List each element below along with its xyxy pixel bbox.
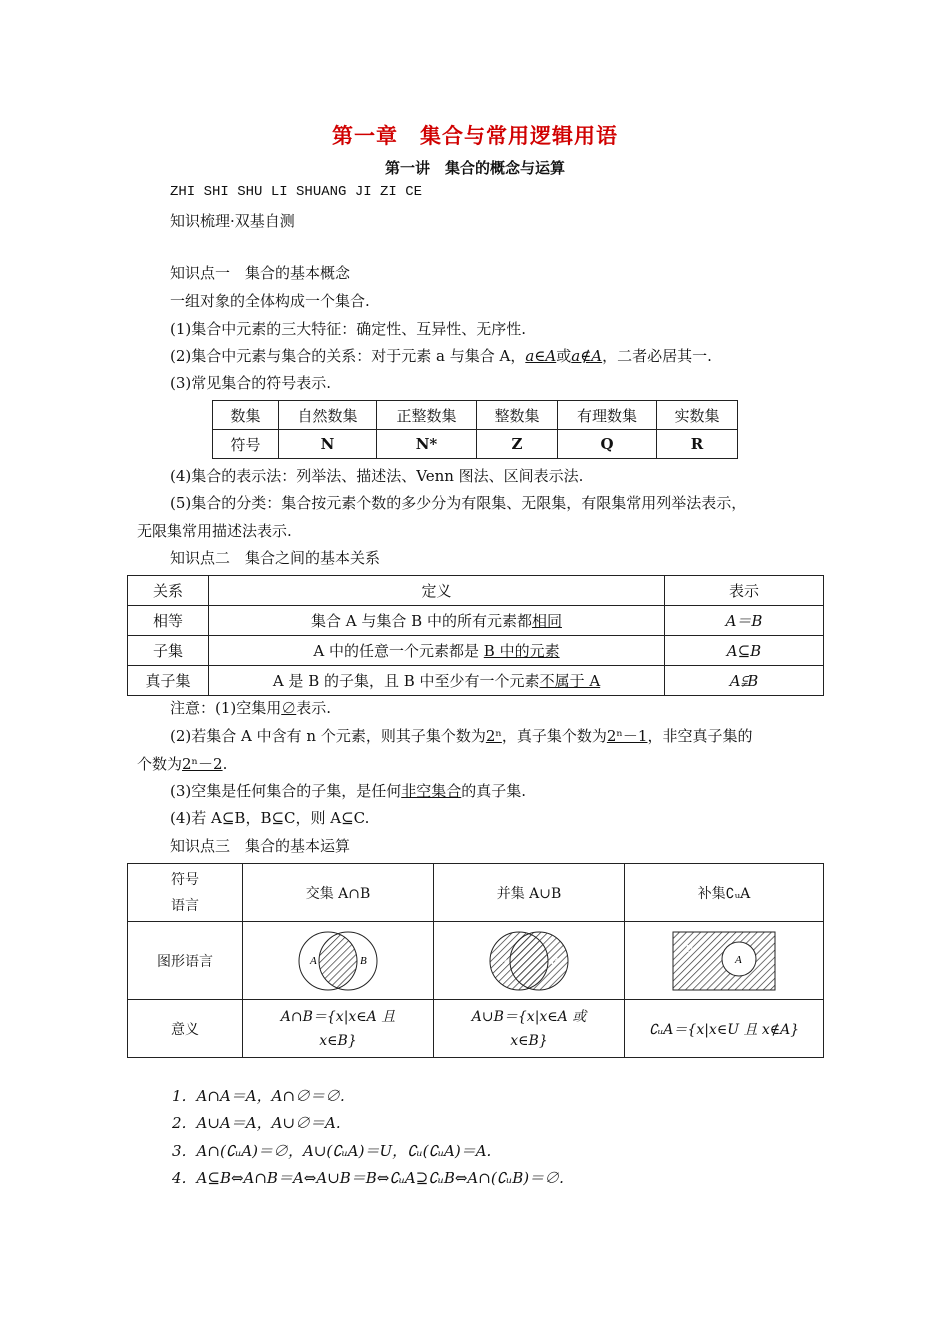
union-venn-diagram: [474, 928, 584, 994]
table-cell: 补集∁ᵤA: [625, 864, 824, 922]
formula-item: 3．A∩(∁ᵤA)＝∅，A∪(∁ᵤA)＝U，∁ᵤ(∁ᵤA)＝A.: [172, 1142, 492, 1160]
graph-row: [128, 922, 824, 1000]
table-cell: 子集: [128, 636, 209, 666]
number-set-symbol-row: [213, 430, 738, 459]
note3-post: 的真子集.: [461, 782, 527, 800]
kp1-item2-in: a∈A: [525, 347, 557, 365]
venn-label-b: B: [360, 954, 367, 967]
formula-item: 4．A⊆B⇔A∩B＝A⇔A∪B＝B⇔∁ᵤA⊇∁ᵤB⇔A∩(∁ᵤB)＝∅.: [172, 1169, 564, 1187]
kp1-intro: 一组对象的全体构成一个集合.: [170, 292, 370, 310]
table-cell: [434, 922, 625, 1000]
table-cell: [243, 1000, 434, 1058]
formula-item: 2．A∪A＝A，A∪∅＝A.: [172, 1114, 341, 1132]
table-cell: Z: [477, 430, 558, 459]
table-cell: [625, 922, 824, 1000]
chapter-title: 第一章 集合与常用逻辑用语: [332, 123, 618, 148]
table-cell: 定义: [209, 576, 665, 606]
table-cell: 交集 A∩B: [243, 864, 434, 922]
kp1-item2: [170, 345, 712, 366]
table-cell: 图形语言: [128, 922, 243, 1000]
def-text: 集合 A 与集合 B 中的所有元素都: [311, 612, 532, 630]
formula-item: 1．A∩A＝A，A∩∅＝∅.: [172, 1087, 345, 1105]
venn-label-u: U: [685, 942, 693, 955]
intersection-venn-diagram: [283, 928, 393, 994]
kp2-note3: [170, 780, 526, 801]
kp1-item5-line1: (5)集合的分类：集合按元素个数的多少分为有限集、无限集，有限集常用列举法表示，: [170, 494, 747, 512]
table-cell: 意义: [128, 1000, 243, 1058]
venn-label-a: A: [735, 953, 742, 966]
table-cell: 实数集: [657, 401, 738, 430]
table-cell: 有理数集: [558, 401, 657, 430]
table-cell: N*: [377, 430, 477, 459]
table-row: [128, 606, 824, 636]
kp2-note4: (4)若 A⊆B，B⊆C，则 A⊆C.: [170, 809, 370, 827]
kp2-note1: [170, 697, 331, 718]
relation-header-row: [128, 576, 824, 606]
table-cell: A＝B: [665, 606, 824, 636]
number-set-table: [212, 400, 738, 459]
note2-line2-post: .: [222, 755, 228, 773]
table-cell: N: [279, 430, 377, 459]
note2-pre: (2)若集合 A 中含有 n 个元素，则其子集个数为: [170, 727, 486, 745]
note2-post: ，非空真子集的: [647, 727, 753, 745]
table-cell: [209, 636, 665, 666]
note1-pre: 注意：(1)空集用: [170, 699, 282, 717]
table-cell: [434, 1000, 625, 1058]
table-cell: Q: [558, 430, 657, 459]
meaning-row: [128, 1000, 824, 1058]
table-cell: [128, 864, 243, 922]
note2-underlined: 2ⁿ－2: [182, 755, 223, 773]
note3-underlined: 非空集合: [401, 782, 462, 800]
operations-table: [127, 863, 824, 1058]
def-underlined: B 中的元素: [483, 642, 560, 660]
kp1-item1: (1)集合中元素的三大特征：确定性、互异性、无序性.: [170, 320, 527, 338]
note2-mid: ，真子集个数为: [501, 727, 607, 745]
kp1-heading: 知识点一 集合的基本概念: [170, 264, 351, 282]
section-header: 知识梳理·双基自测: [170, 212, 295, 230]
operations-header-row: [128, 864, 824, 922]
def-underlined: 相同: [531, 612, 562, 630]
def-text: A 是 B 的子集，且 B 中至少有一个元素: [272, 672, 540, 690]
venn-label-b: B: [551, 954, 558, 967]
table-cell: R: [657, 430, 738, 459]
table-cell: ∁ᵤA＝{x|x∈U 且 x∉A}: [625, 1000, 824, 1058]
note2-underlined: 2ⁿ－1: [606, 727, 648, 745]
relation-table: [127, 575, 824, 696]
table-cell: 真子集: [128, 666, 209, 696]
kp1-item2-or: 或: [556, 347, 572, 365]
table-cell: 数集: [213, 401, 279, 430]
table-row: [128, 666, 824, 696]
venn-label-a: A: [501, 954, 508, 967]
complement-venn-diagram: [669, 928, 779, 994]
kp1-item2-pre: (2)集合中元素与集合的关系：对于元素 a 与集合 A，: [170, 347, 526, 365]
meaning-union-line1: A∪B＝{x|x∈A 或: [471, 1008, 587, 1025]
def-underlined: 不属于 A: [539, 672, 601, 690]
number-set-header-row: [213, 401, 738, 430]
kp1-item3: (3)常见集合的符号表示.: [170, 374, 332, 392]
meaning-union-line2: x∈B}: [510, 1032, 548, 1049]
def-text: A 中的任意一个元素都是: [313, 642, 484, 660]
note1-post: 表示.: [296, 699, 332, 717]
table-cell: A⫋B: [665, 666, 824, 696]
table-cell: 并集 A∪B: [434, 864, 625, 922]
table-cell: 相等: [128, 606, 209, 636]
table-cell: 自然数集: [279, 401, 377, 430]
table-cell: 正整数集: [377, 401, 477, 430]
table-cell: [243, 922, 434, 1000]
kp1-item5-line2: 无限集常用描述法表示.: [137, 522, 292, 540]
kp2-note2-line2: [137, 753, 227, 774]
table-cell: A⊆B: [665, 636, 824, 666]
kp2-note2: [170, 725, 752, 746]
kp1-item2-post: ，二者必居其一.: [602, 347, 712, 365]
kp1-item2-notin: a∉A: [571, 347, 603, 365]
note2-underlined: 2ⁿ: [485, 727, 502, 745]
note2-line2-pre: 个数为: [137, 755, 183, 773]
table-cell: 整数集: [477, 401, 558, 430]
table-cell: [209, 666, 665, 696]
meaning-intersection-line2: x∈B}: [319, 1032, 357, 1049]
kp1-item4: (4)集合的表示法：列举法、描述法、Venn 图法、区间表示法.: [170, 467, 584, 485]
table-cell: 表示: [665, 576, 824, 606]
meaning-intersection-line1: A∩B＝{x|x∈A 且: [280, 1008, 396, 1025]
pinyin-header: ZHI SHI SHU LI SHUANG JI ZI CE: [170, 184, 423, 200]
table-cell: 关系: [128, 576, 209, 606]
venn-label-a: A: [310, 954, 317, 967]
note1-underlined: ∅: [281, 699, 297, 717]
table-cell: [209, 606, 665, 636]
corner-line1: 符号: [171, 871, 199, 888]
kp2-heading: 知识点二 集合之间的基本关系: [170, 549, 381, 567]
table-row: [128, 636, 824, 666]
note3-pre: (3)空集是任何集合的子集，是任何: [170, 782, 402, 800]
lesson-subtitle: 第一讲 集合的概念与运算: [384, 159, 565, 177]
corner-line2: 语言: [171, 897, 199, 914]
table-cell: 符号: [213, 430, 279, 459]
kp3-heading: 知识点三 集合的基本运算: [170, 837, 351, 855]
